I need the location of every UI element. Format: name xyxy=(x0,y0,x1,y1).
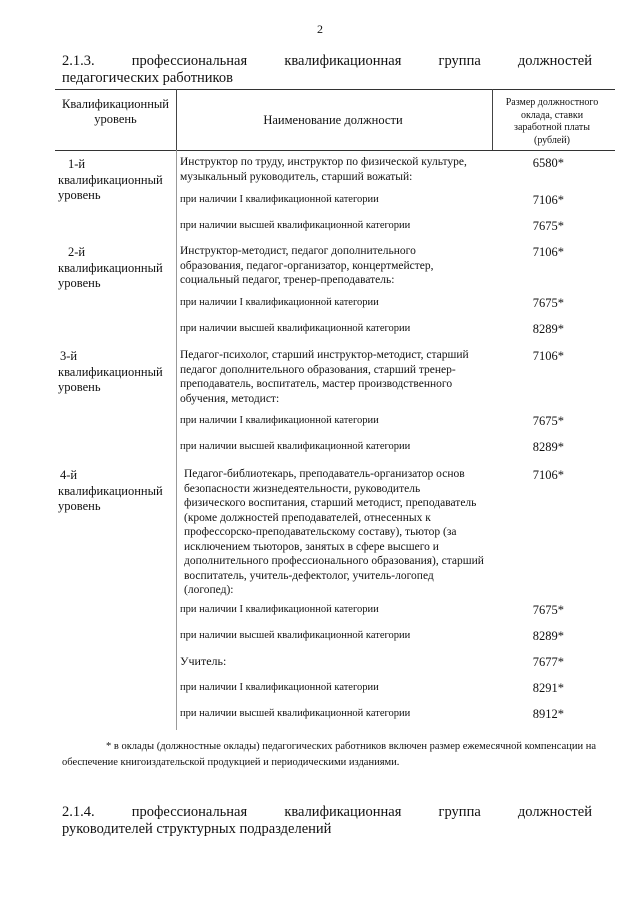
level-word: квалификационный xyxy=(58,364,163,379)
header-level xyxy=(58,97,173,127)
salary-value: 7106* xyxy=(532,468,564,482)
salary-value: 7675* xyxy=(532,296,564,310)
table-header-rule xyxy=(55,150,615,151)
heading-line2: педагогических работников xyxy=(62,70,233,86)
level-3-label xyxy=(58,349,176,396)
section-2-1-3-heading xyxy=(62,53,592,87)
level-number: 4-й xyxy=(60,468,78,482)
position-line: исключением тьюторов, занятых в сфере высшего и xyxy=(184,540,439,553)
category-row: при наличии высшей квалификационной категории xyxy=(180,441,411,452)
level-4-positions xyxy=(184,467,494,598)
salary-value: 6580* xyxy=(532,156,564,170)
table-top-rule xyxy=(55,89,615,90)
teacher-row: Учитель: xyxy=(180,654,227,668)
position-line: безопасности жизнедеятельности, руководитель xyxy=(184,482,421,495)
category-row: при наличии I квалификационной категории xyxy=(180,604,379,615)
salary-value: 7677* xyxy=(532,655,564,669)
category-row: при наличии I квалификационной категории xyxy=(180,297,379,308)
level-word: квалификационный xyxy=(58,483,163,498)
position-line: профессорско-преподавательскому составу), тьютор (за xyxy=(184,526,457,538)
header-level-line: Квалификационный xyxy=(62,97,169,111)
heading-word: группа xyxy=(438,804,481,820)
category-row: при наличии высшей квалификационной категории xyxy=(180,323,411,334)
header-divider xyxy=(176,89,177,150)
position-line: физического воспитания, старший методист, преподаватель xyxy=(184,497,477,509)
header-salary-line: Размер должностного xyxy=(505,97,599,108)
heading-word: квалификационная xyxy=(284,804,402,820)
category-row: при наличии высшей квалификационной категории xyxy=(180,220,411,231)
heading-word: профессиональная xyxy=(131,53,248,69)
level-word: уровень xyxy=(58,380,101,394)
salary-value: 7106* xyxy=(532,245,564,259)
category-row: при наличии I квалификационной категории xyxy=(180,194,379,205)
heading-word: группа xyxy=(438,53,481,69)
header-salary-line: оклада, ставки xyxy=(520,109,584,121)
level-number: 3-й xyxy=(60,349,78,363)
salary-value: 7675* xyxy=(532,219,564,233)
position-line: музыкальный руководитель, старший вожатый: xyxy=(180,170,413,183)
position-line: (логопед): xyxy=(184,584,234,596)
header-salary-line: (рублей) xyxy=(533,134,570,146)
position-line: Педагог-психолог, старший инструктор-методист, старший xyxy=(180,349,469,361)
column-divider xyxy=(176,150,177,730)
level-word: уровень xyxy=(58,499,101,513)
level-4-label xyxy=(58,468,176,515)
salary-value: 8289* xyxy=(532,322,564,336)
position-line: воспитатель, учитель-дефектолог, учитель-логопед xyxy=(184,569,434,582)
level-2-positions xyxy=(180,244,490,288)
salary-value: 8912* xyxy=(532,707,564,721)
level-1-positions xyxy=(180,155,490,184)
heading-line2: руководителей структурных подразделений xyxy=(62,821,332,837)
salary-value: 7675* xyxy=(532,414,564,428)
level-number: 2-й xyxy=(68,245,86,259)
section-number: 2.1.3. xyxy=(62,53,95,69)
position-line: социальный педагог, тренер-преподаватель: xyxy=(180,274,395,286)
heading-word: профессиональная xyxy=(131,804,248,820)
category-row: при наличии I квалификационной категории xyxy=(180,682,379,693)
header-level-line: уровень xyxy=(94,112,137,126)
position-line: преподаватель, воспитатель, мастер производственного xyxy=(180,378,453,390)
level-1-label xyxy=(58,157,176,204)
level-word: уровень xyxy=(58,276,101,290)
level-number: 1-й xyxy=(68,157,86,171)
salary-value: 7106* xyxy=(532,349,564,363)
salary-value: 8289* xyxy=(532,440,564,454)
position-line: (кроме должностей преподавателей, отнесенных к xyxy=(184,511,431,524)
salary-value: 8291* xyxy=(532,681,564,695)
position-line: дополнительного профессионального образования), старший xyxy=(184,555,484,567)
category-row: при наличии высшей квалификационной категории xyxy=(180,708,411,719)
level-3-positions xyxy=(180,348,490,406)
position-line: обучения, методист: xyxy=(180,392,280,405)
salary-value: 7106* xyxy=(532,193,564,207)
category-row: при наличии высшей квалификационной категории xyxy=(180,630,411,641)
header-salary-line: заработной платы xyxy=(514,122,590,133)
heading-word: квалификационная xyxy=(284,53,402,69)
level-word: квалификационный xyxy=(58,260,163,275)
heading-word: должностей xyxy=(517,53,592,69)
section-number: 2.1.4. xyxy=(62,804,95,820)
level-2-label xyxy=(58,245,176,292)
section-2-1-4-heading xyxy=(62,804,592,838)
category-row: при наличии I квалификационной категории xyxy=(180,415,379,426)
salary-value: 7675* xyxy=(532,603,564,617)
page-number: 2 xyxy=(317,22,323,36)
header-position: Наименование должности xyxy=(263,113,403,127)
footnote: * в оклады (должностные оклады) педагогических работников включен размер ежемесячной компенсации на обеспечение книгоиздательской продукцией и периодическими изданиями. xyxy=(62,741,596,768)
level-word: квалификационный xyxy=(58,172,163,187)
position-line: педагог дополнительного образования, старший тренер- xyxy=(180,363,456,376)
position-line: Инструктор-методист, педагог дополнительного xyxy=(180,245,416,257)
salary-value: 8289* xyxy=(532,629,564,643)
position-line: Инструктор по труду, инструктор по физической культуре, xyxy=(180,156,467,168)
position-line: образования, педагог-организатор, концертмейстер, xyxy=(180,259,434,272)
header-salary xyxy=(493,97,611,147)
position-line: Педагог-библиотекарь, преподаватель-организатор основ xyxy=(184,468,465,480)
heading-word: должностей xyxy=(517,804,592,820)
level-word: уровень xyxy=(58,188,101,202)
